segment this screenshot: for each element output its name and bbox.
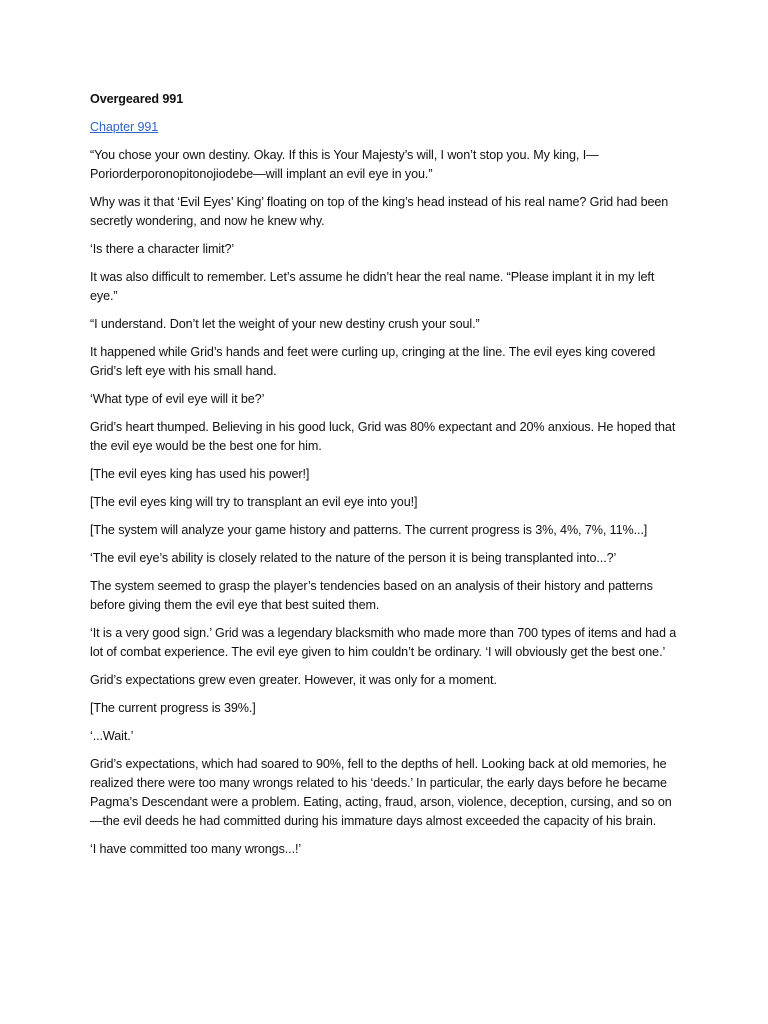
paragraph-2: Why was it that ‘Evil Eyes’ King’ floating on top of the king’s head instead of his real name? Grid had been secretly wondering, and now he knew why. bbox=[90, 195, 669, 228]
paragraph-5: “I understand. Don’t let the weight of your new destiny crush your soul.” bbox=[90, 317, 480, 331]
paragraph-13: The system seemed to grasp the player’s tendencies based on an analysis of their history and patterns before giving them the evil eye that best suited them. bbox=[90, 579, 653, 612]
paragraph-4: It was also difficult to remember. Let’s assume he didn’t hear the real name. “Please implant it in my left eye.” bbox=[90, 270, 655, 303]
chapter-link[interactable]: Chapter 991 bbox=[90, 120, 159, 134]
paragraph-18: Grid’s expectations, which had soared to 90%, fell to the depths of hell. Looking back at old memories, he realized there were too many wrongs related to his ‘deeds.’ In particular, the early days before he became Pagma’s Descendant were a problem. Eating, acting, fraud, arson, violence, deception, cursing, and so on—the evil deeds he had committed during his immature days almost exceeded the capacity of his brain. bbox=[90, 757, 672, 828]
paragraph-7: ‘What type of evil eye will it be?’ bbox=[90, 392, 265, 406]
paragraph-3: ‘Is there a character limit?’ bbox=[90, 242, 235, 256]
paragraph-19: ‘I have committed too many wrongs...!’ bbox=[90, 842, 302, 856]
document-title: Overgeared 991 bbox=[90, 92, 184, 106]
paragraph-8: Grid’s heart thumped. Believing in his good luck, Grid was 80% expectant and 20% anxious. He hoped that the evil eye would be the best one for him. bbox=[90, 420, 676, 453]
paragraph-1: “You chose your own destiny. Okay. If this is Your Majesty’s will, I won’t stop you. My king, I—Poriorderporonopitonojiodebe—will implant an evil eye in you.” bbox=[90, 148, 599, 181]
paragraph-9: [The evil eyes king has used his power!] bbox=[90, 467, 310, 481]
paragraph-11: [The system will analyze your game history and patterns. The current progress is 3%, 4%, 7%, 11%...] bbox=[90, 523, 648, 537]
paragraph-10: [The evil eyes king will try to transplant an evil eye into you!] bbox=[90, 495, 418, 509]
document-page bbox=[90, 90, 682, 868]
paragraph-16: [The current progress is 39%.] bbox=[90, 701, 256, 715]
paragraph-17: ‘...Wait.’ bbox=[90, 729, 134, 743]
document-body bbox=[90, 146, 682, 859]
paragraph-12: ‘The evil eye’s ability is closely related to the nature of the person it is being transplanted into...?’ bbox=[90, 551, 617, 565]
paragraph-15: Grid’s expectations grew even greater. However, it was only for a moment. bbox=[90, 673, 497, 687]
paragraph-14: ‘It is a very good sign.’ Grid was a legendary blacksmith who made more than 700 types of items and had a lot of combat experience. The evil eye given to him couldn’t be ordinary. ‘I will obviously get the best one.’ bbox=[90, 626, 677, 659]
paragraph-6: It happened while Grid’s hands and feet were curling up, cringing at the line. The evil eyes king covered Grid’s left eye with his small hand. bbox=[90, 345, 656, 378]
